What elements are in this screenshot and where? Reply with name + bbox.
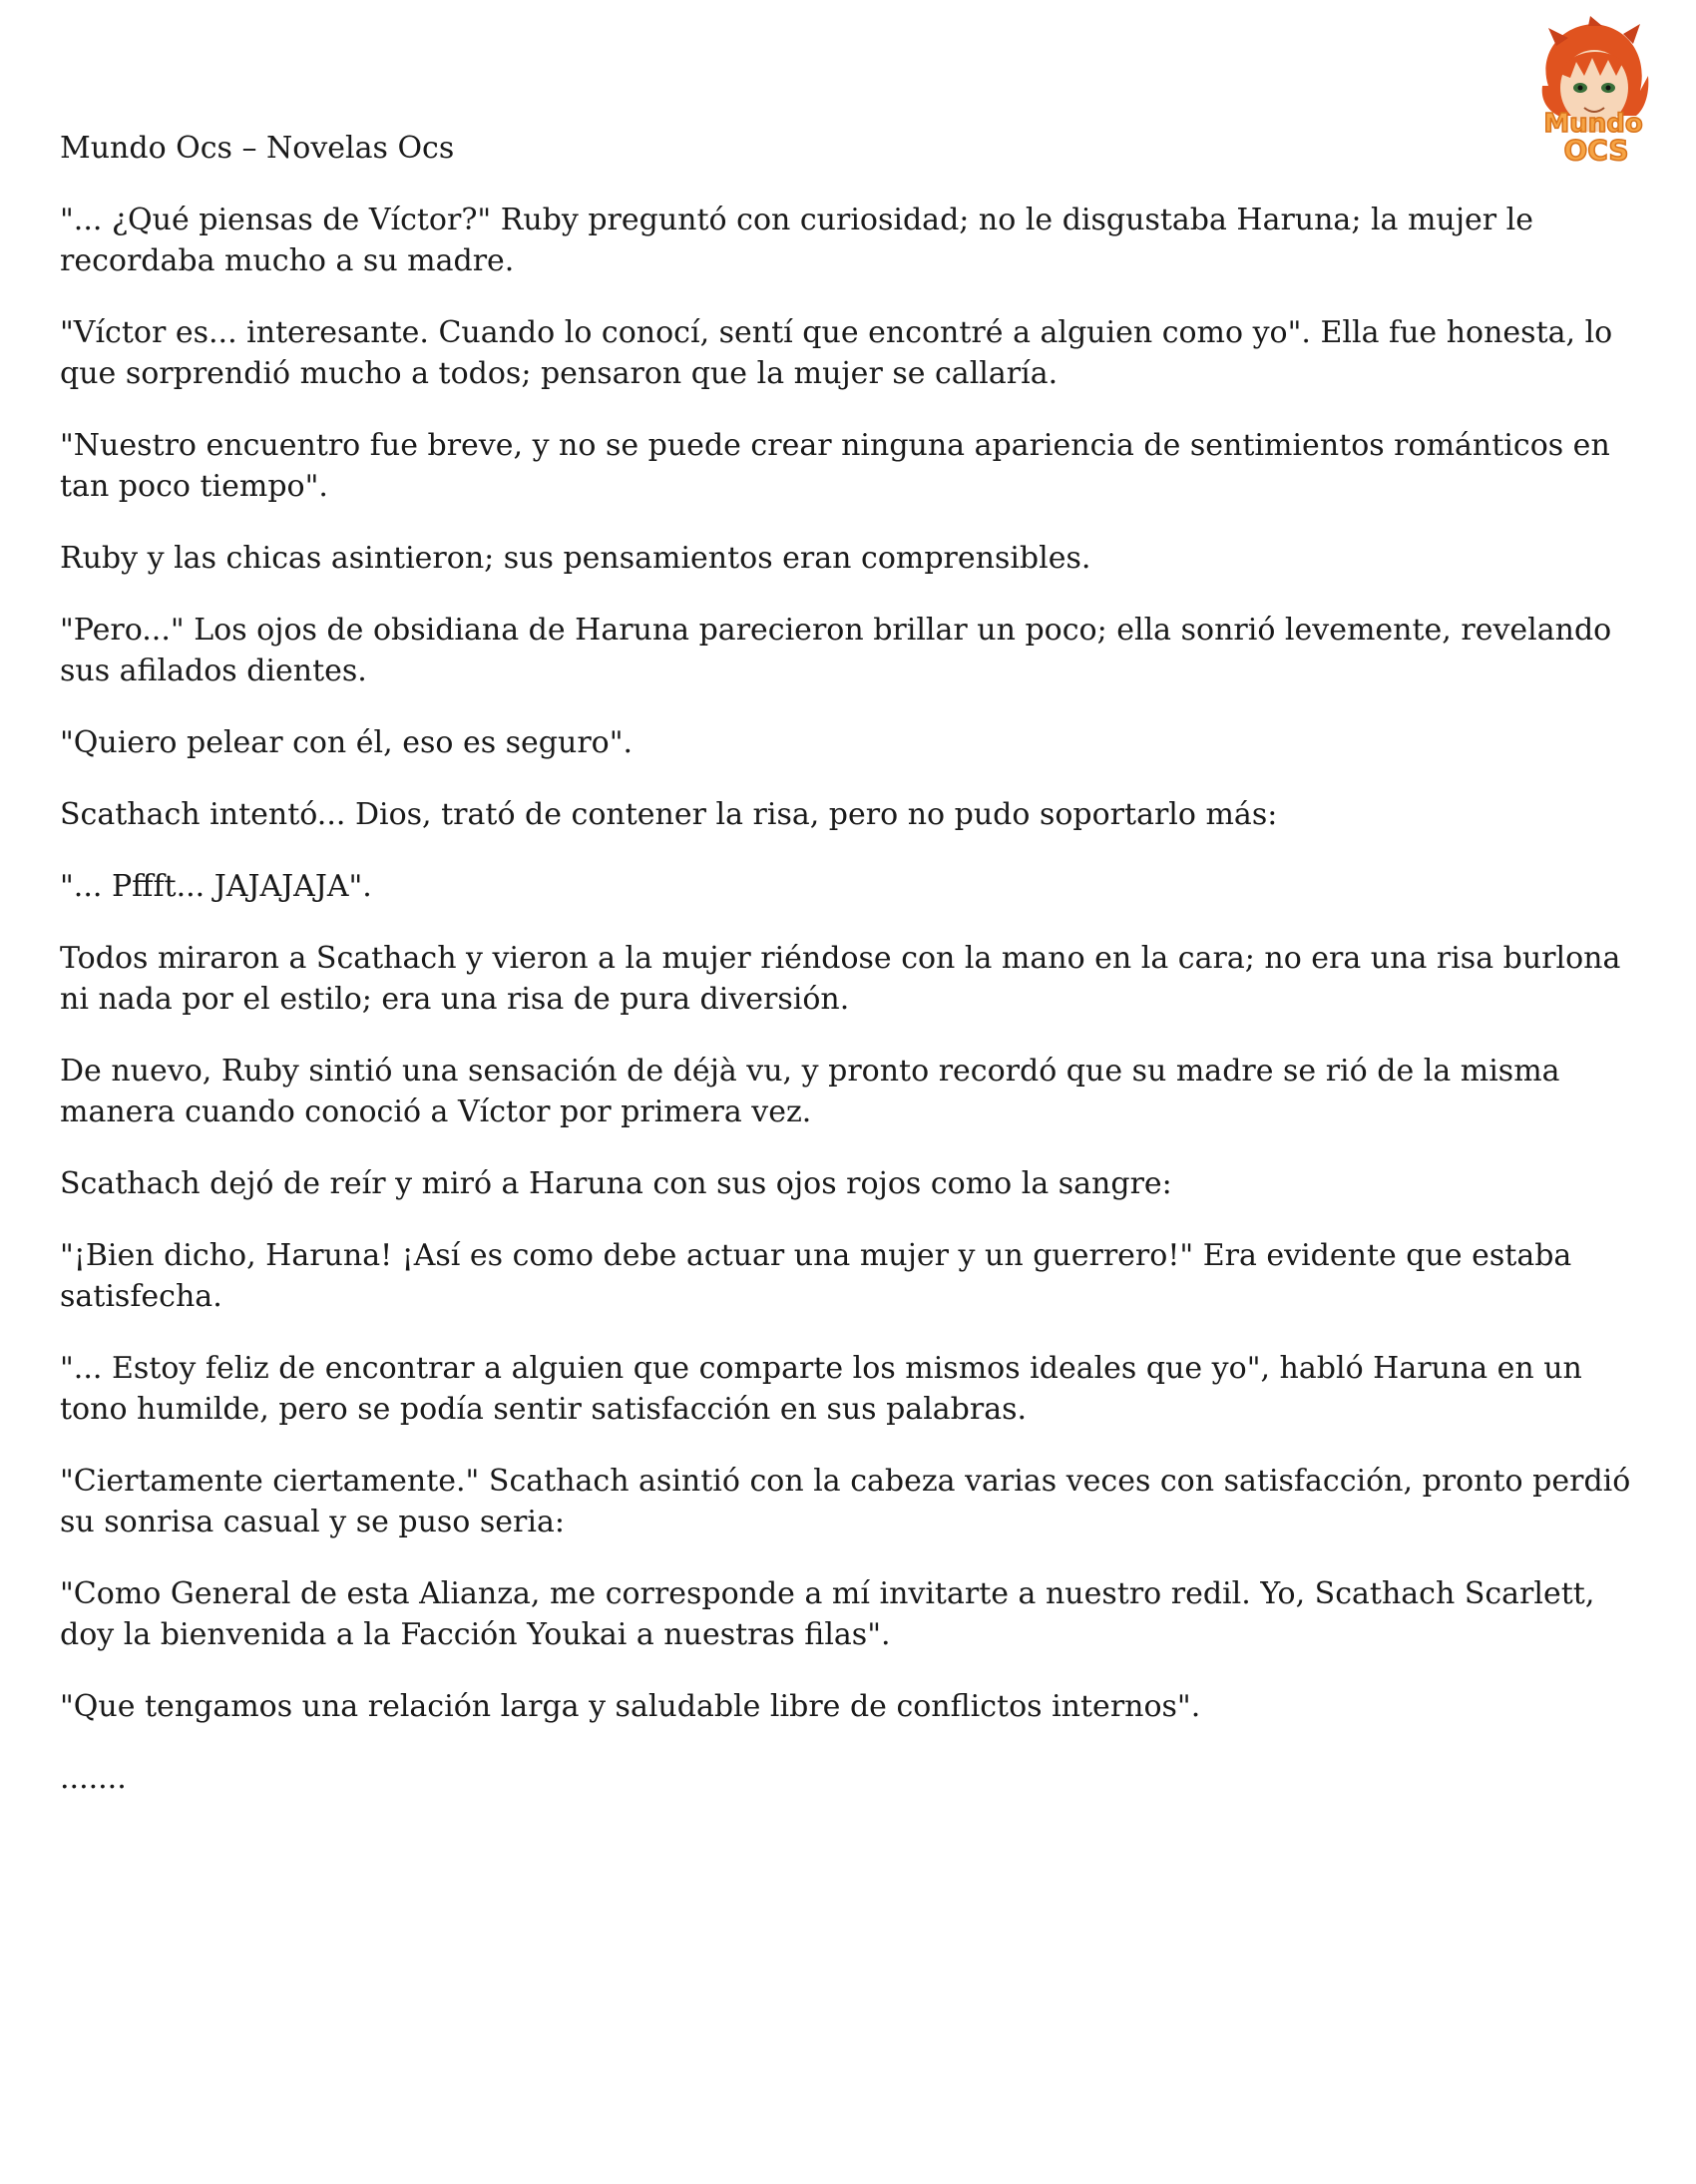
paragraph: "Que tengamos una relación larga y saludable libre de conflictos internos". [60, 1689, 1201, 1724]
paragraph: "Nuestro encuentro fue breve, y no se puede crear ninguna apariencia de sentimientos románticos en tan poco tiempo". [60, 428, 1610, 504]
paragraph: De nuevo, Ruby sintió una sensación de déjà vu, y pronto recordó que su madre se rió de la misma manera cuando conoció a Víctor por primera vez. [60, 1054, 1560, 1129]
document-header: Mundo Ocs – Novelas Ocs [60, 131, 455, 166]
paragraph: Scathach intentó... Dios, trató de contener la risa, pero no pudo soportarlo más: [60, 797, 1278, 832]
logo-text-top: Mundo [1543, 109, 1643, 139]
paragraph: Scathach dejó de reír y miró a Haruna con sus ojos rojos como la sangre: [60, 1166, 1172, 1201]
paragraph: Ruby y las chicas asintieron; sus pensamientos eran comprensibles. [60, 541, 1091, 576]
paragraph: "¡Bien dicho, Haruna! ¡Así es como debe actuar una mujer y un guerrero!" Era evidente que estaba satisfecha. [60, 1238, 1572, 1314]
document-body [60, 128, 1646, 1830]
paragraph: Todos miraron a Scathach y vieron a la mujer riéndose con la mano en la cara; no era una risa burlona ni nada por el estilo; era una risa de pura diversión. [60, 941, 1621, 1017]
paragraph: "Ciertamente ciertamente." Scathach asintió con la cabeza varias veces con satisfacción, pronto perdió su sonrisa casual y se puso seria: [60, 1464, 1631, 1539]
paragraph: "Pero..." Los ojos de obsidiana de Haruna parecieron brillar un poco; ella sonrió levemente, revelando sus afilados dientes. [60, 613, 1612, 688]
logo-text-bottom: OCS [1563, 134, 1629, 167]
paragraph: "... Estoy feliz de encontrar a alguien que comparte los mismos ideales que yo", habló Haruna en un tono humilde, pero se podía sentir satisfacción en sus palabras. [60, 1351, 1582, 1427]
section-break: ....... [60, 1761, 127, 1796]
paragraph: "Quiero pelear con él, eso es seguro". [60, 725, 634, 760]
paragraph: "... Pffft... JAJAJAJA". [60, 869, 372, 904]
paragraph: "Víctor es... interesante. Cuando lo conocí, sentí que encontré a alguien como yo". Ella fue honesta, lo que sorprendió mucho a todos; pensaron que la mujer se callaría. [60, 315, 1613, 391]
paragraph: "... ¿Qué piensas de Víctor?" Ruby preguntó con curiosidad; no le disgustaba Haruna; la mujer le recordaba mucho a su madre. [60, 203, 1534, 278]
paragraph: "Como General de esta Alianza, me corresponde a mí invitarte a nuestro redil. Yo, Scathach Scarlett, doy la bienvenida a la Facción Youkai a nuestras filas". [60, 1576, 1595, 1652]
